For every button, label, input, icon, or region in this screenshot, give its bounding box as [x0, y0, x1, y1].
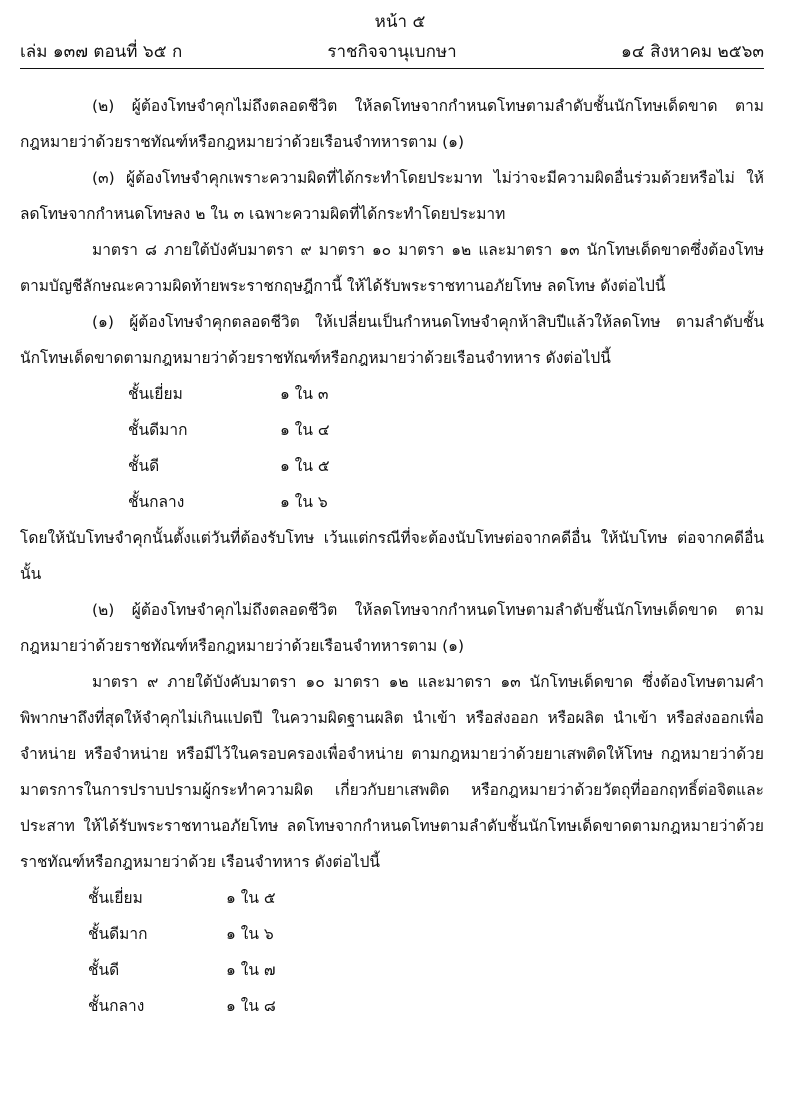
publication-date: ๑๔ สิงหาคม ๒๕๖๓ — [621, 42, 764, 62]
prisoner-class: ชั้นกลาง — [128, 493, 185, 511]
prisoner-class: ชั้นดีมาก — [88, 925, 148, 943]
table-row — [20, 988, 764, 1024]
reduction-ratio: ๑ ใน ๖ — [280, 493, 328, 511]
prisoner-class: ชั้นกลาง — [88, 997, 145, 1015]
paragraph-section-7-2: (๒) ผู้ต้องโทษจำคุกไม่ถึงตลอดชีวิต ให้ลดโทษจากกำหนดโทษตามลำดับชั้นนักโทษเด็ดขาด ตามกฎหมายว่าด้วยราชทัณฑ์หรือกฎหมายว่าด้วยเรือนจำทหารตาม (๑) — [20, 97, 764, 151]
page-number: หน้า ๕ — [374, 12, 426, 32]
prisoner-class: ชั้นดี — [128, 457, 160, 475]
table-row — [20, 952, 764, 988]
paragraph-section-9: มาตรา ๙ ภายใต้บังคับมาตรา ๑๐ มาตรา ๑๒ และมาตรา ๑๓ นักโทษเด็ดขาด ซึ่งต้องโทษตามคำพิพากษาถึงที่สุดให้จำคุกไม่เกินแปดปี ในความผิดฐานผลิต นำเข้า หรือส่งออก หรือผลิต นำเข้า หรือส่งออกเพื่อจำหน่าย หรือจำหน่าย หรือมีไว้ในครอบครองเพื่อจำหน่าย ตามกฎหมายว่าด้วยยาเสพติดให้โทษ กฎหมายว่าด้วยมาตรการในการปราบปรามผู้กระทำความผิด เกี่ยวกับยาเสพติด หรือกฎหมายว่าด้วยวัตถุที่ออกฤทธิ์ต่อจิตและประสาท ให้ได้รับพระราชทานอภัยโทษ ลดโทษจากกำหนดโทษตามลำดับชั้นนักโทษเด็ดขาดตามกฎหมายว่าด้วยราชทัณฑ์หรือกฎหมายว่าด้วย เรือนจำทหาร ดังต่อไปนี้ — [20, 673, 764, 871]
table-row — [20, 448, 764, 484]
reduction-ratio: ๑ ใน ๘ — [226, 997, 276, 1015]
header-divider — [20, 68, 764, 69]
prisoner-class: ชั้นดี — [88, 961, 120, 979]
document-body — [20, 88, 764, 1024]
reduction-ratio: ๑ ใน ๖ — [226, 925, 274, 943]
table-row — [20, 412, 764, 448]
reduction-ratio: ๑ ใน ๔ — [280, 421, 330, 439]
prisoner-class: ชั้นเยี่ยม — [128, 385, 183, 403]
reduction-ratio: ๑ ใน ๗ — [226, 961, 276, 979]
table-row — [20, 376, 764, 412]
reduction-table-drugs — [20, 880, 764, 1024]
gazette-header — [20, 38, 764, 66]
table-row — [20, 880, 764, 916]
paragraph-section-8-2: (๒) ผู้ต้องโทษจำคุกไม่ถึงตลอดชีวิต ให้ลดโทษจากกำหนดโทษตามลำดับชั้นนักโทษเด็ดขาด ตามกฎหมายว่าด้วยราชทัณฑ์หรือกฎหมายว่าด้วยเรือนจำทหารตาม (๑) — [20, 601, 764, 655]
paragraph-sentence-counting: โดยให้นับโทษจำคุกนั้นตั้งแต่วันที่ต้องรับโทษ เว้นแต่กรณีที่จะต้องนับโทษต่อจากคดีอื่น ให้นับโทษ ต่อจากคดีอื่นนั้น — [20, 529, 764, 583]
prisoner-class: ชั้นดีมาก — [128, 421, 188, 439]
reduction-ratio: ๑ ใน ๕ — [226, 889, 276, 907]
reduction-ratio: ๑ ใน ๕ — [280, 457, 330, 475]
paragraph-section-8-1: (๑) ผู้ต้องโทษจำคุกตลอดชีวิต ให้เปลี่ยนเป็นกำหนดโทษจำคุกห้าสิบปีแล้วให้ลดโทษ ตามลำดับชั้นนักโทษเด็ดขาดตามกฎหมายว่าด้วยราชทัณฑ์หรือกฎหมายว่าด้วยเรือนจำทหาร ดังต่อไปนี้ — [20, 313, 764, 367]
paragraph-section-8: มาตรา ๘ ภายใต้บังคับมาตรา ๙ มาตรา ๑๐ มาตรา ๑๒ และมาตรา ๑๓ นักโทษเด็ดขาดซึ่งต้องโทษตามบัญชีลักษณะความผิดท้ายพระราชกฤษฎีกานี้ ให้ได้รับพระราชทานอภัยโทษ ลดโทษ ดังต่อไปนี้ — [20, 241, 764, 295]
reduction-table-life — [20, 376, 764, 520]
paragraph-section-7-3: (๓) ผู้ต้องโทษจำคุกเพราะความผิดที่ได้กระทำโดยประมาท ไม่ว่าจะมีความผิดอื่นร่วมด้วยหรือไม่ ให้ลดโทษจากกำหนดโทษลง ๒ ใน ๓ เฉพาะความผิดที่ได้กระทำโดยประมาท — [20, 169, 764, 223]
prisoner-class: ชั้นเยี่ยม — [88, 889, 143, 907]
publication-title: ราชกิจจานุเบกษา — [327, 42, 457, 62]
volume-issue: เล่ม ๑๓๗ ตอนที่ ๖๕ ก — [20, 42, 183, 62]
table-row — [20, 484, 764, 520]
table-row — [20, 916, 764, 952]
reduction-ratio: ๑ ใน ๓ — [280, 385, 329, 403]
